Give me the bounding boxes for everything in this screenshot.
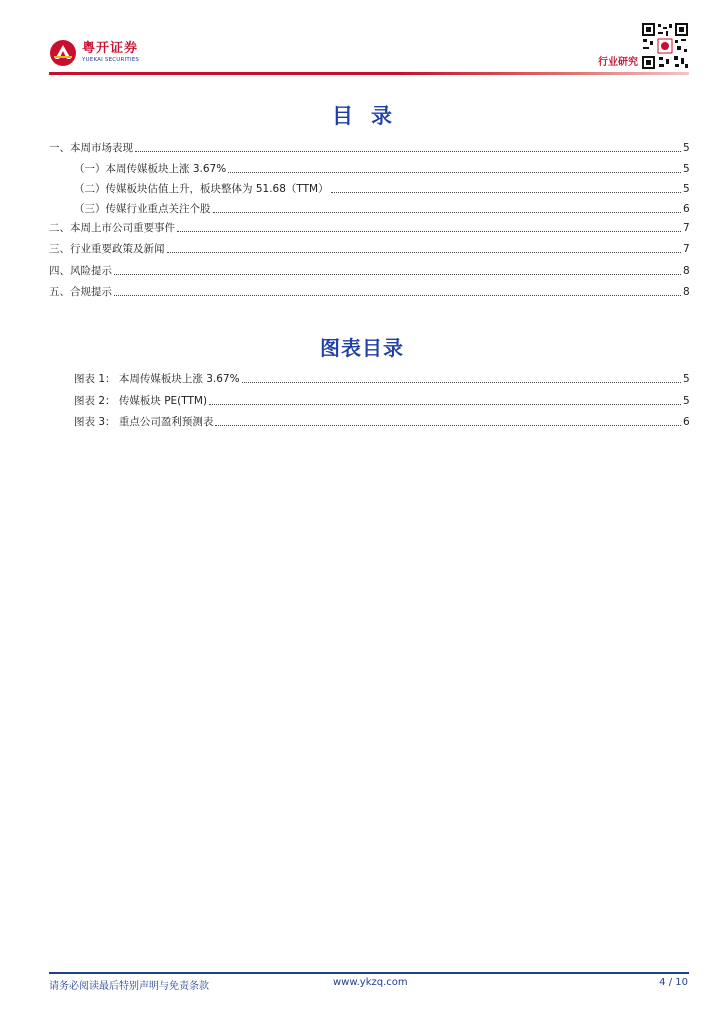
- page-header: [0, 0, 724, 80]
- toc-entry-page: 8: [683, 265, 690, 277]
- figure-entry-label: 图表 3： 重点公司盈利预测表: [74, 416, 214, 428]
- toc-entry-page: 5: [683, 183, 690, 195]
- toc-entry-label: （一）本周传媒板块上涨 3.67%: [74, 163, 227, 175]
- toc-entry-label: 四、风险提示: [49, 265, 112, 277]
- toc-entry-page: 6: [683, 203, 690, 215]
- toc-entry-label: 二、本周上市公司重要事件: [49, 222, 175, 234]
- toc-entry-label: 三、行业重要政策及新闻: [49, 243, 165, 255]
- leader-dots: [242, 381, 681, 383]
- footer-disclaimer: 请务必阅读最后特别声明与免责条款: [49, 981, 209, 992]
- toc-entry-page: 5: [683, 163, 690, 175]
- toc-entry-page: 7: [683, 243, 690, 255]
- toc-entry[interactable]: [74, 202, 689, 216]
- figure-entry-page: 5: [683, 395, 690, 407]
- toc-entry-label: 一、本周市场表现: [49, 142, 133, 154]
- toc-entry-label: （二）传媒板块估值上升，板块整体为 51.68（TTM）: [74, 183, 329, 195]
- toc-entry[interactable]: [49, 221, 689, 235]
- document-type: 行业研究: [598, 57, 638, 68]
- leader-dots: [331, 191, 681, 193]
- footer-divider: [49, 972, 689, 974]
- figure-entry-page: 6: [683, 416, 690, 428]
- company-logo: [49, 38, 159, 68]
- qr-code-icon: [641, 22, 689, 70]
- leader-dots: [209, 403, 681, 405]
- figure-entry[interactable]: [74, 394, 689, 408]
- toc-title: 目录: [332, 104, 410, 128]
- footer-website-link[interactable]: www.ykzq.com: [333, 977, 408, 988]
- toc-entry[interactable]: [49, 264, 689, 278]
- toc-entry-page: 8: [683, 286, 690, 298]
- toc-entry[interactable]: [49, 285, 689, 299]
- figure-entry-label: 图表 1： 本周传媒板块上涨 3.67%: [74, 373, 240, 385]
- leader-dots: [114, 294, 681, 296]
- yuekai-logo-icon: [49, 39, 77, 67]
- leader-dots: [228, 171, 681, 173]
- figure-entry[interactable]: [74, 415, 689, 429]
- toc-entry[interactable]: [49, 141, 689, 155]
- leader-dots: [114, 273, 681, 275]
- toc-entry-page: 7: [683, 222, 690, 234]
- leader-dots: [167, 251, 682, 253]
- logo-chinese-name: 粤开证券: [82, 41, 139, 56]
- toc-entry[interactable]: [49, 242, 689, 256]
- figure-entry-page: 5: [683, 373, 690, 385]
- leader-dots: [177, 230, 681, 232]
- toc-entry-label: （三）传媒行业重点关注个股: [74, 203, 211, 215]
- leader-dots: [215, 424, 681, 426]
- figure-entry[interactable]: [74, 372, 689, 386]
- toc-entry-label: 五、合规提示: [49, 286, 112, 298]
- page-number: 4 / 10: [659, 977, 688, 988]
- leader-dots: [213, 211, 682, 213]
- toc-entry[interactable]: [74, 162, 689, 176]
- header-divider: [49, 72, 689, 75]
- toc-entry[interactable]: [74, 182, 689, 196]
- figure-entry-label: 图表 2： 传媒板块 PE(TTM): [74, 395, 208, 407]
- toc-entry-page: 5: [683, 142, 690, 154]
- logo-english-name: YUEKAI SECURITIES: [82, 57, 140, 63]
- figures-title: 图表目录: [320, 336, 404, 360]
- leader-dots: [135, 150, 681, 152]
